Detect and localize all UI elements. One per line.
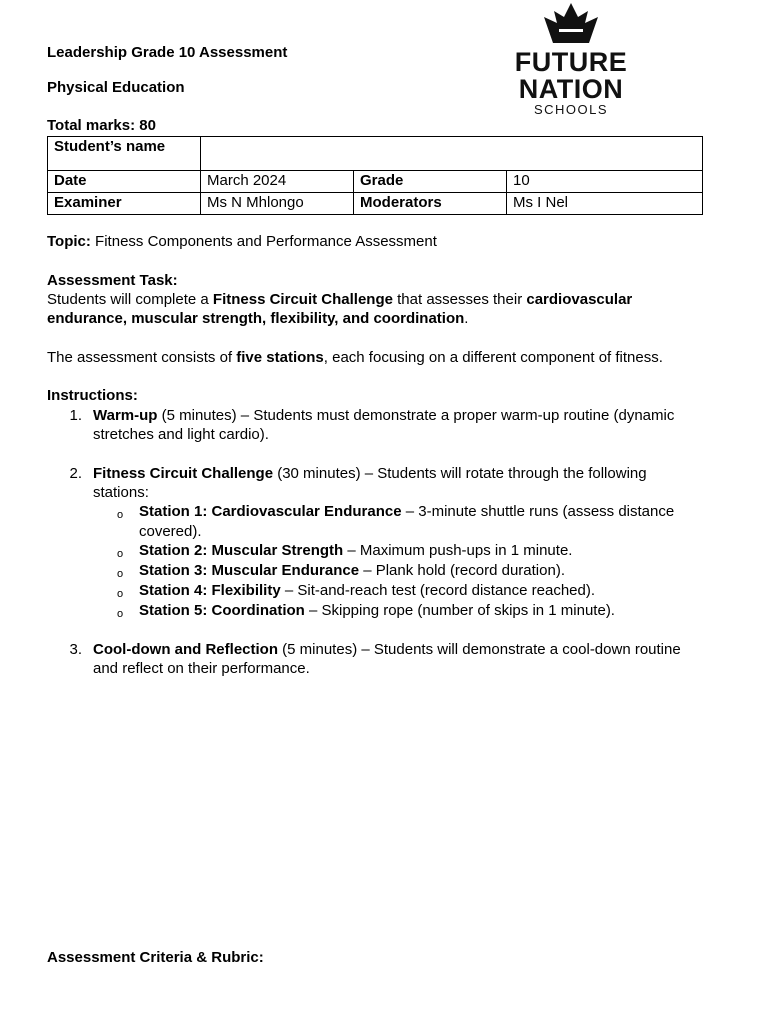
logo-text-schools: SCHOOLS (533, 102, 609, 117)
station-title: Station 5: Coordination (139, 602, 305, 619)
instructions-heading: Instructions: (47, 387, 138, 404)
list-item-title: Warm-up (93, 407, 158, 424)
list-item-title: Fitness Circuit Challenge (93, 465, 274, 482)
station-text: – Skipping rope (number of skips in 1 minute). (304, 602, 615, 619)
logo-text-future: FUTURE (514, 47, 628, 77)
station-item (139, 581, 595, 601)
date-value: March 2024 (201, 171, 354, 193)
list-item-text: and reflect on their performance. (93, 660, 310, 677)
topic-label: Topic: (47, 233, 91, 250)
examiner-value: Ms N Mhlongo (201, 193, 354, 215)
list-item-title: Cool-down and Reflection (93, 641, 278, 658)
task-paragraph-line1 (47, 290, 632, 310)
task-text-bold: Fitness Circuit Challenge (212, 291, 393, 308)
task-paragraph-line2 (47, 309, 468, 329)
examiner-label: Examiner (48, 193, 201, 215)
bullet-icon: o (117, 588, 124, 600)
task-text-bold: cardiovascular (526, 291, 633, 308)
station-item (139, 561, 565, 581)
task-text-bold: five stations (236, 349, 324, 366)
list-item-warmup (93, 406, 674, 426)
school-logo (508, 3, 634, 117)
list-item-text: (5 minutes) – Students will demonstrate a cool-down routine (278, 641, 681, 658)
bullet-icon: o (117, 509, 124, 521)
station-text: covered). (139, 523, 202, 540)
station-item (139, 541, 572, 561)
criteria-heading: Assessment Criteria & Rubric: (47, 949, 264, 966)
moderators-value: Ms I Nel (507, 193, 703, 215)
station-title: Station 3: Muscular Endurance (139, 562, 360, 579)
task-text: that assesses their (392, 291, 527, 308)
station-item (139, 601, 615, 621)
task-heading: Assessment Task: (47, 272, 178, 289)
station-title: Station 2: Muscular Strength (139, 542, 344, 559)
date-label: Date (48, 171, 201, 193)
station-title: Station 1: Cardiovascular Endurance (139, 503, 402, 520)
list-item-cooldown (93, 640, 681, 660)
moderators-label: Moderators (354, 193, 507, 215)
station-text: – 3-minute shuttle runs (assess distance (401, 503, 675, 520)
task-text: Students will complete a (47, 291, 213, 308)
assessment-info-table (47, 136, 703, 215)
grade-label: Grade (354, 171, 507, 193)
list-number: 2. (69, 465, 82, 482)
document-title: Leadership Grade 10 Assessment (47, 44, 288, 61)
task-paragraph-2 (47, 348, 663, 368)
topic-value: Fitness Components and Performance Assessment (90, 233, 437, 250)
station-text: – Plank hold (record duration). (359, 562, 565, 579)
total-marks: Total marks: 80 (47, 117, 156, 134)
bullet-icon: o (117, 608, 124, 620)
bullet-icon: o (117, 548, 124, 560)
list-number: 3. (69, 641, 82, 658)
list-item-text: (30 minutes) – Students will rotate through the following (273, 465, 647, 482)
grade-value: 10 (507, 171, 703, 193)
task-text: , each focusing on a different component of fitness. (323, 349, 663, 366)
task-text: The assessment consists of (47, 349, 237, 366)
subject-label: Physical Education (47, 79, 185, 96)
station-text: – Sit-and-reach test (record distance reached). (280, 582, 596, 599)
list-item-text: stations: (93, 484, 149, 501)
student-name-label: Student’s name (48, 137, 201, 171)
list-item-circuit (93, 464, 647, 484)
student-name-field[interactable] (201, 137, 703, 171)
station-text: – Maximum push-ups in 1 minute. (343, 542, 573, 559)
crown-icon (544, 3, 598, 45)
station-title: Station 4: Flexibility (139, 582, 281, 599)
bullet-icon: o (117, 568, 124, 580)
task-text: . (464, 310, 469, 327)
list-item-text: (5 minutes) – Students must demonstrate a proper warm-up routine (dynamic (157, 407, 675, 424)
logo-text-nation: NATION (518, 74, 624, 104)
task-text-bold: endurance, muscular strength, flexibility, and coordination (47, 310, 465, 327)
list-number: 1. (69, 407, 82, 424)
station-item (139, 502, 674, 522)
topic-line (47, 232, 437, 252)
list-item-text: stretches and light cardio). (93, 426, 269, 443)
